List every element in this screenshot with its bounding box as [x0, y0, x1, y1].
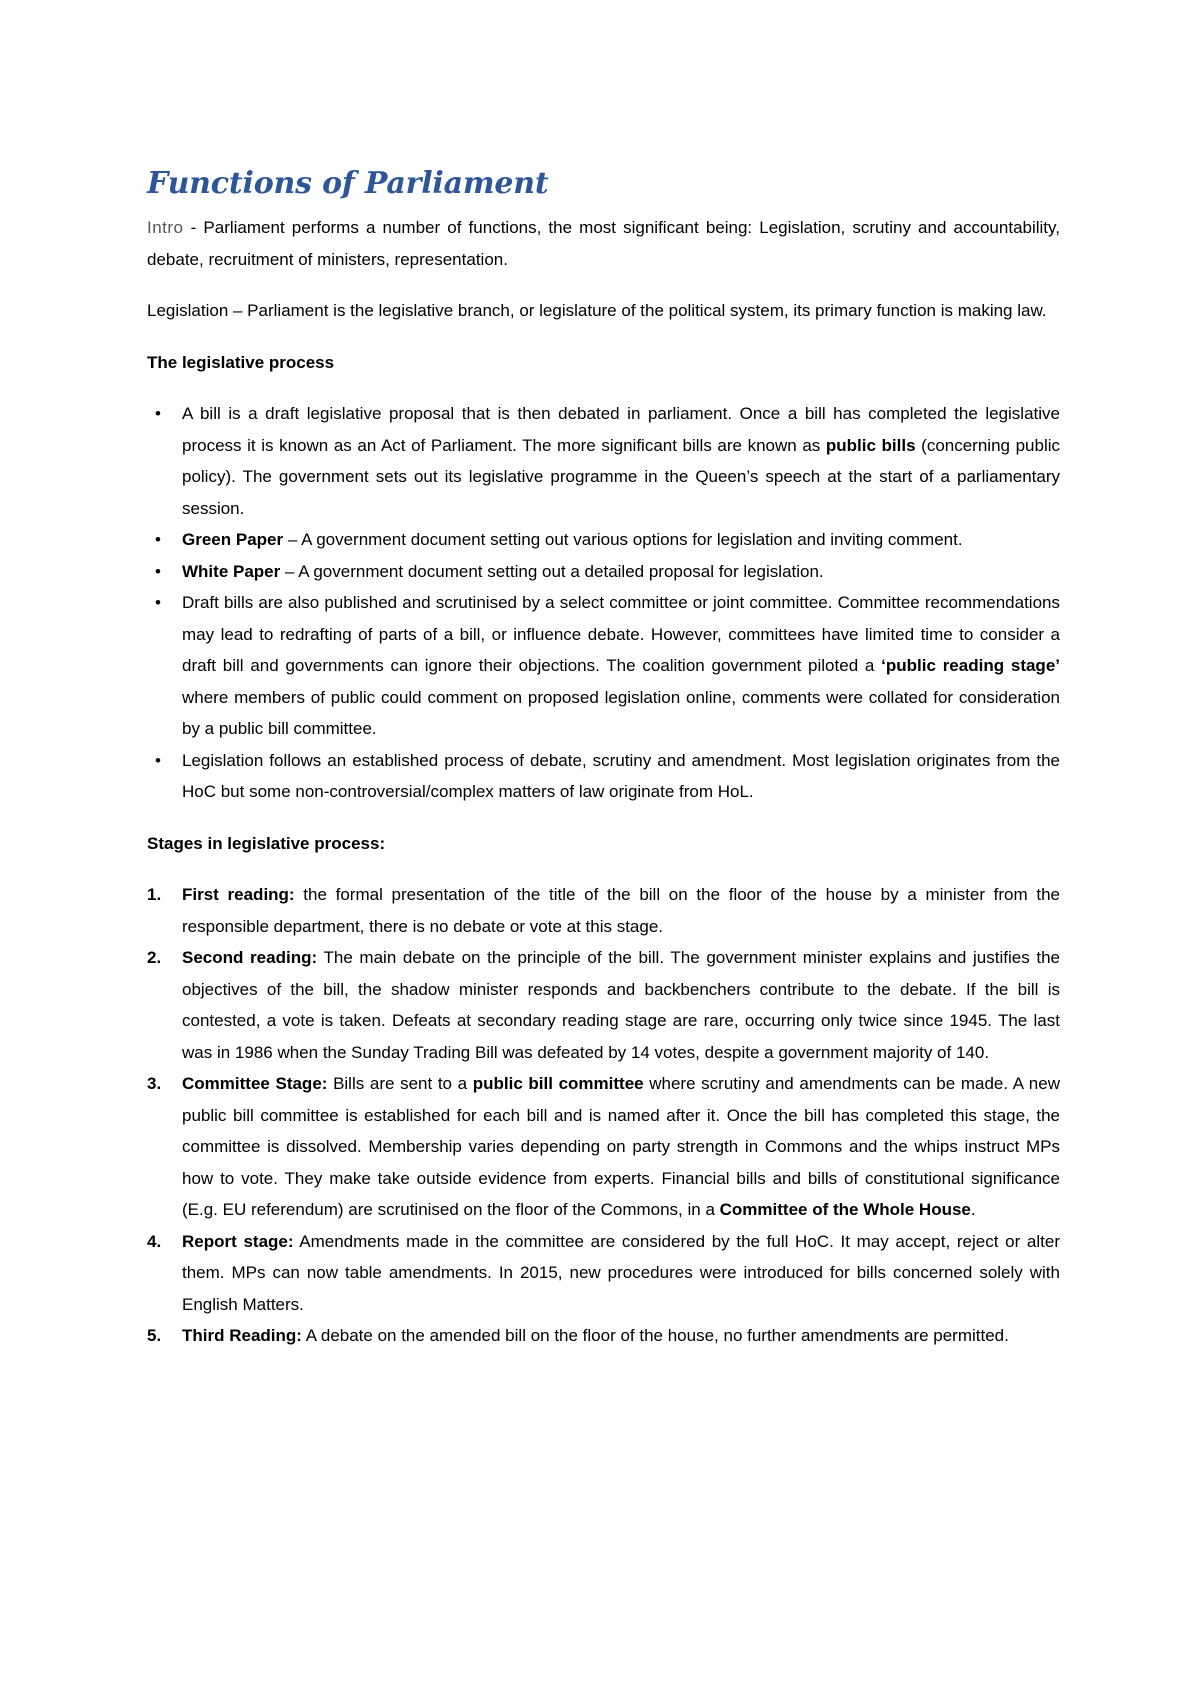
intro-text: - Parliament performs a number of functions, the most significant being: Legislation, scrutiny and accountability, debate, recruitment of ministers, representation. [147, 218, 1060, 269]
list-number: 4. [147, 1231, 162, 1251]
stages-heading: Stages in legislative process: [147, 833, 386, 853]
legislative-process-heading: The legislative process [147, 352, 335, 372]
bullet-icon: • [155, 530, 161, 549]
intro-paragraph [147, 212, 1060, 275]
bullet-icon: • [155, 404, 161, 423]
list-item: • White Paper – A government document setting out a detailed proposal for legislation. [147, 556, 1060, 588]
bullet-icon: • [155, 561, 161, 581]
list-item: 4. Report stage: Amendments made in the committee are considered by the full HoC. It may accept, reject or alter them. MPs can now table amendments. In 2015, new procedures were introduced for bills concerned solely with English Matters. [147, 1226, 1060, 1321]
list-number: 3. [147, 1074, 162, 1093]
list-item: • Green Paper – A government document setting out various options for legislation and inviting comment. [147, 524, 1060, 556]
bullet-icon: • [155, 750, 161, 770]
list-number: 1. [147, 885, 162, 904]
document-page [147, 166, 1060, 1352]
intro-label: Intro [147, 218, 184, 237]
legislation-paragraph: Legislation – Parliament is the legislative branch, or legislature of the political system, its primary function is making law. [147, 301, 1047, 320]
list-item: 2. Second reading: The main debate on the principle of the bill. The government minister explains and justifies the objectives of the bill, the shadow minister responds and backbenchers contribute to the debate. If the bill is contested, a vote is taken. Defeats at secondary reading stage are rare, occurring only twice since 1945. The last was in 1986 when the Sunday Trading Bill was defeated by 14 votes, despite a government majority of 140. [147, 942, 1060, 1068]
stages-list [147, 879, 1060, 1352]
list-number: 2. [147, 948, 162, 967]
list-item: 3. Committee Stage: Bills are sent to a public bill committee where scrutiny and amendments can be made. A new public bill committee is established for each bill and is named after it. Once the bill has completed this stage, the committee is dissolved. Membership varies depending on party strength in Commons and the whips instruct MPs how to vote. They make take outside evidence from experts. Financial bills and bills of constitutional significance (E.g. EU referendum) are scrutinised on the floor of the Commons, in a Committee of the Whole House. [147, 1068, 1060, 1226]
legislative-process-list [147, 398, 1060, 808]
list-item: 5. Third Reading: A debate on the amended bill on the floor of the house, no further amendments are permitted. [147, 1320, 1060, 1352]
list-number: 5. [147, 1326, 162, 1345]
bullet-icon: • [155, 593, 161, 612]
page-title: Functions of Parliament [147, 166, 549, 201]
list-item: • A bill is a draft legislative proposal that is then debated in parliament. Once a bill has completed the legislative process it is known as an Act of Parliament. The more significant bills are known as public bills (concerning public policy). The government sets out its legislative programme in the Queen’s speech at the start of a parliamentary session. [147, 398, 1060, 524]
list-item: • Legislation follows an established process of debate, scrutiny and amendment. Most legislation originates from the HoC but some non-controversial/complex matters of law originate from HoL. [147, 745, 1060, 808]
list-item: 1. First reading: the formal presentation of the title of the bill on the floor of the house by a minister from the responsible department, there is no debate or vote at this stage. [147, 879, 1060, 942]
list-item: • Draft bills are also published and scrutinised by a select committee or joint committee. Committee recommendations may lead to redrafting of parts of a bill, or influence debate. However, committees have limited time to consider a draft bill and governments can ignore their objections. The coalition government piloted a ‘public reading stage’ where members of public could comment on proposed legislation online, comments were collated for consideration by a public bill committee. [147, 587, 1060, 745]
